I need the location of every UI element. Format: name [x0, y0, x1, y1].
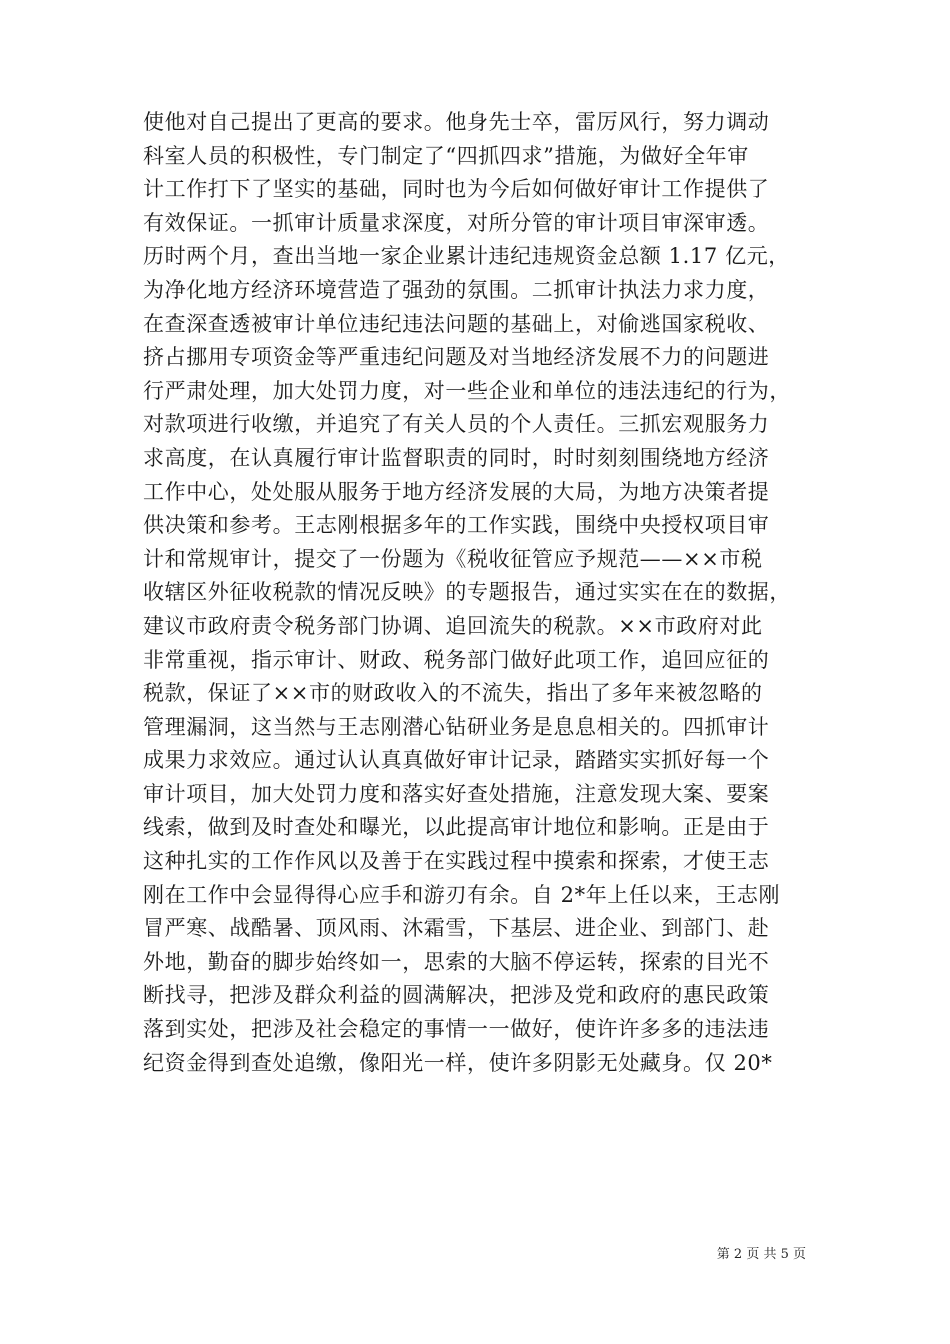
text-line: 在查深查透被审计单位违纪违法问题的基础上，对偷逃国家税收、	[143, 311, 770, 336]
text-line: 管理漏洞，这当然与王志刚潜心钻研业务是息息相关的。四抓审计	[143, 714, 770, 739]
text-line: 使他对自己提出了更高的要求。他身先士卒，雷厉风行，努力调动	[143, 110, 770, 134]
text-line: 刚在工作中会显得得心应手和游刃有余。自 2*年上任以来，王志刚	[143, 882, 781, 907]
text-line: 为净化地方经济环境营造了强劲的氛围。二抓审计执法力求力度，	[143, 277, 770, 302]
text-line: 科室人员的积极性，专门制定了“四抓四求”措施，为做好全年审	[143, 143, 749, 168]
page-number: 第 2 页 共 5 页	[716, 1247, 806, 1262]
text-line: 线索，做到及时查处和曝光，以此提高审计地位和影响。正是由于	[143, 815, 770, 840]
text-line: 建议市政府责令税务部门协调、追回流失的税款。××市政府对此	[143, 613, 763, 638]
text-line: 这种扎实的工作作风以及善于在实践过程中摸索和探索，才使王志	[143, 849, 770, 874]
text-line: 外地，勤奋的脚步始终如一，思索的大脑不停运转，探索的目光不	[143, 949, 770, 974]
text-line: 求高度，在认真履行审计监督职责的同时，时时刻刻围绕地方经济	[143, 445, 770, 470]
body-text	[143, 106, 823, 1080]
text-line: 工作中心，处处服从服务于地方经济发展的大局，为地方决策者提	[143, 479, 770, 504]
text-line: 行严肃处理，加大处罚力度，对一些企业和单位的违法违纪的行为，	[143, 378, 791, 403]
text-line: 挤占挪用专项资金等严重违纪问题及对当地经济发展不力的问题进	[143, 345, 770, 370]
text-line: 供决策和参考。王志刚根据多年的工作实践，围绕中央授权项目审	[143, 513, 770, 538]
text-line: 冒严寒、战酷暑、顶风雨、沐霜雪，下基层、进企业、到部门、赴	[143, 916, 770, 941]
text-line: 收辖区外征收税款的情况反映》的专题报告，通过实实在在的数据，	[143, 580, 791, 605]
text-line: 成果力求效应。通过认认真真做好审计记录，踏踏实实抓好每一个	[143, 748, 770, 773]
text-line: 纪资金得到查处追缴，像阳光一样，使许多阴影无处藏身。仅 20*	[143, 1050, 773, 1075]
text-line: 计和常规审计，提交了一份题为《税收征管应予规范——××市税	[143, 546, 763, 571]
text-line: 落到实处，把涉及社会稳定的事情一一做好，使许许多多的违法违	[143, 1017, 770, 1042]
text-line: 断找寻，把涉及群众利益的圆满解决，把涉及党和政府的惠民政策	[143, 983, 770, 1008]
text-line: 有效保证。一抓审计质量求深度，对所分管的审计项目审深审透。	[143, 210, 770, 235]
text-line: 历时两个月，查出当地一家企业累计违纪违规资金总额 1.17 亿元，	[143, 244, 790, 269]
text-line: 税款，保证了××市的财政收入的不流失，指出了多年来被忽略的	[143, 681, 763, 706]
text-line: 审计项目，加大处罚力度和落实好查处措施，注意发现大案、要案	[143, 781, 770, 806]
text-line: 对款项进行收缴，并追究了有关人员的个人责任。三抓宏观服务力	[143, 412, 770, 437]
text-line: 非常重视，指示审计、财政、税务部门做好此项工作，追回应征的	[143, 647, 770, 672]
text-line: 计工作打下了坚实的基础，同时也为今后如何做好审计工作提供了	[143, 177, 770, 202]
